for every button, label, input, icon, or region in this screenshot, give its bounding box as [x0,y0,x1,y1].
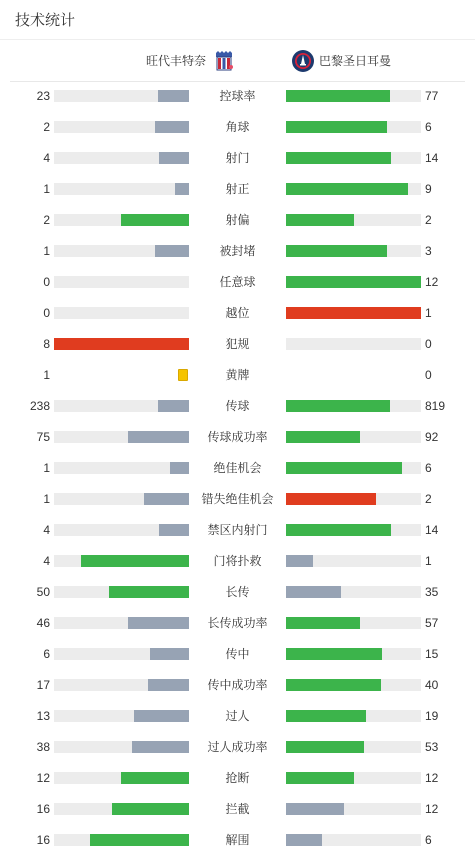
home-bar-track [54,586,189,598]
home-bar-track [54,834,189,846]
home-bar-track [54,648,189,660]
home-bar-fill [144,493,189,505]
home-value: 4 [43,554,50,568]
away-bar-fill [286,90,390,102]
home-bar-track [54,307,189,319]
home-bar-track [54,431,189,443]
stat-label: 过人成功率 [207,740,268,754]
home-bar-fill [150,648,189,660]
home-team [10,49,236,73]
home-bar-track [54,803,189,815]
away-bar-fill [286,586,341,598]
home-value: 4 [43,151,50,165]
home-value: 75 [36,430,50,444]
away-bar-fill [286,524,391,536]
home-bar-fill [134,710,189,722]
home-bar-track [54,524,189,536]
stat-label: 控球率 [219,89,256,103]
home-bar-fill [128,617,189,629]
away-bar-track [286,741,421,753]
home-value: 1 [43,461,50,475]
stat-row [0,825,475,856]
away-bar-track [286,555,421,567]
away-value: 6 [425,461,432,475]
stat-row [0,329,475,360]
away-bar-track [286,586,421,598]
away-bar-track [286,710,421,722]
away-value: 6 [425,833,432,847]
stat-row [0,484,475,515]
away-value: 12 [425,275,439,289]
home-bar-track [54,555,189,567]
away-bar-fill [286,741,364,753]
away-bar-fill [286,462,402,474]
away-bar-track [286,524,421,536]
home-bar-fill [158,90,189,102]
away-bar-fill [286,648,382,660]
stat-label: 抢断 [225,771,250,785]
teams-row [10,40,465,82]
home-bar-fill [128,431,189,443]
stat-row [0,360,475,391]
away-bar-track [286,245,421,257]
away-bar-fill [286,710,366,722]
stat-label: 射门 [225,151,250,165]
stat-label: 禁区内射门 [207,523,268,537]
home-bar-fill [132,741,189,753]
stat-row [0,174,475,205]
stat-row [0,422,475,453]
away-value: 12 [425,771,439,785]
home-team-logo-icon [212,49,236,73]
away-bar-track [286,152,421,164]
home-value: 1 [43,244,50,258]
home-bar-fill [121,214,189,226]
yellow-card-icon [178,369,188,381]
home-bar-track [54,214,189,226]
home-value: 238 [29,399,50,413]
away-value: 3 [425,244,432,258]
away-bar-track [286,834,421,846]
away-team-logo-icon [291,49,315,73]
home-bar-track [54,493,189,505]
stat-row [0,298,475,329]
stat-label: 过人 [225,709,250,723]
stat-row [0,701,475,732]
stat-label: 长传 [225,585,250,599]
home-bar-fill [155,121,189,133]
home-bar-track [54,276,189,288]
away-bar-fill [286,276,421,288]
home-value: 1 [43,368,50,382]
home-bar-fill [148,679,189,691]
stat-row [0,81,475,112]
home-value: 4 [43,523,50,537]
home-value: 0 [43,275,50,289]
home-value: 50 [36,585,50,599]
away-value: 819 [425,399,446,413]
stat-row [0,267,475,298]
home-value: 1 [43,182,50,196]
away-value: 15 [425,647,439,661]
away-bar-track [286,307,421,319]
stat-label: 越位 [225,306,250,320]
away-bar-track [286,493,421,505]
away-bar-fill [286,121,387,133]
away-bar-track [286,803,421,815]
away-bar-track [286,90,421,102]
stat-row [0,205,475,236]
home-bar-track [54,183,189,195]
away-bar-fill [286,431,360,443]
home-bar-track [54,90,189,102]
stat-row [0,732,475,763]
away-bar-track [286,462,421,474]
away-bar-fill [286,214,354,226]
away-value: 35 [425,585,439,599]
away-bar-fill [286,555,313,567]
away-bar-fill [286,307,421,319]
home-value: 1 [43,492,50,506]
away-bar-track [286,183,421,195]
away-value: 14 [425,151,439,165]
away-value: 0 [425,337,432,351]
away-value: 6 [425,120,432,134]
away-bar-fill [286,245,387,257]
stat-label: 传中 [225,647,250,661]
away-value: 19 [425,709,439,723]
stat-label: 传球成功率 [207,430,268,444]
home-bar-track [54,121,189,133]
home-value: 8 [43,337,50,351]
stat-row [0,794,475,825]
home-bar-track [54,338,189,350]
home-bar-track [54,772,189,784]
away-value: 1 [425,306,432,320]
stat-label: 射正 [225,182,250,196]
home-value: 16 [36,802,50,816]
stat-row [0,143,475,174]
home-value: 2 [43,213,50,227]
home-bar-fill [155,245,189,257]
away-value: 2 [425,492,432,506]
stat-label: 犯规 [225,337,250,351]
stat-row [0,515,475,546]
away-bar-fill [286,152,391,164]
home-team-name: 旺代丰特奈 [145,54,206,68]
away-value: 9 [425,182,432,196]
stat-label: 绝佳机会 [213,461,262,475]
home-bar-fill [170,462,189,474]
away-bar-track [286,431,421,443]
stat-row [0,763,475,794]
stat-row [0,639,475,670]
home-value: 12 [36,771,50,785]
page-title: 技术统计 [15,12,76,29]
away-bar-fill [286,834,322,846]
away-bar-track [286,772,421,784]
away-team-name: 巴黎圣日耳曼 [319,54,392,68]
home-value: 23 [36,89,50,103]
home-value: 13 [36,709,50,723]
home-bar-fill [81,555,189,567]
away-bar-fill [286,183,408,195]
stat-label: 任意球 [219,275,256,289]
home-value: 2 [43,120,50,134]
away-team [291,49,391,73]
away-value: 92 [425,430,439,444]
away-bar-track [286,679,421,691]
home-bar-fill [175,183,189,195]
home-bar-fill [54,338,189,350]
stat-label: 错失绝佳机会 [201,492,274,506]
home-bar-fill [159,524,189,536]
away-value: 2 [425,213,432,227]
away-bar-track [286,400,421,412]
stat-label: 解围 [225,833,250,847]
home-bar-fill [112,803,189,815]
home-bar-track [54,617,189,629]
stat-row [0,453,475,484]
away-bar-fill [286,493,376,505]
home-bar-fill [109,586,189,598]
stat-row [0,391,475,422]
away-value: 77 [425,89,439,103]
stat-row [0,608,475,639]
home-bar-track [54,741,189,753]
home-bar-track [54,400,189,412]
home-value: 38 [36,740,50,754]
away-bar-track [286,338,421,350]
stat-label: 长传成功率 [207,616,268,630]
away-bar-track [286,276,421,288]
home-bar-track [54,462,189,474]
away-bar-fill [286,803,344,815]
stat-label: 传中成功率 [207,678,268,692]
home-bar-fill [159,152,189,164]
home-bar-track [54,245,189,257]
home-value: 6 [43,647,50,661]
away-value: 14 [425,523,439,537]
away-bar-fill [286,679,381,691]
away-bar-track [286,214,421,226]
away-bar-fill [286,617,360,629]
away-value: 12 [425,802,439,816]
stat-label: 传球 [225,399,250,413]
stat-row [0,546,475,577]
away-value: 1 [425,554,432,568]
stat-row [0,670,475,701]
away-bar-track [286,121,421,133]
away-bar-fill [286,400,390,412]
stat-label: 拦截 [225,802,250,816]
stat-row [0,112,475,143]
home-bar-track [54,679,189,691]
home-value: 46 [36,616,50,630]
stat-label: 黄牌 [225,368,250,382]
page-header [0,0,475,40]
stat-row [0,577,475,608]
home-bar-fill [90,834,189,846]
away-bar-track [286,617,421,629]
stat-row [0,236,475,267]
away-value: 0 [425,368,432,382]
stat-label: 角球 [225,120,250,134]
away-bar-fill [286,772,354,784]
home-bar-track [54,710,189,722]
away-value: 40 [425,678,439,692]
home-bar-track [54,152,189,164]
away-value: 57 [425,616,439,630]
stat-label: 门将扑救 [213,554,262,568]
away-bar-track [286,648,421,660]
stat-label: 被封堵 [219,244,256,258]
away-value: 53 [425,740,439,754]
home-bar-fill [121,772,189,784]
home-value: 16 [36,833,50,847]
home-value: 0 [43,306,50,320]
stat-label: 射偏 [225,213,250,227]
home-value: 17 [36,678,50,692]
home-bar-fill [158,400,189,412]
